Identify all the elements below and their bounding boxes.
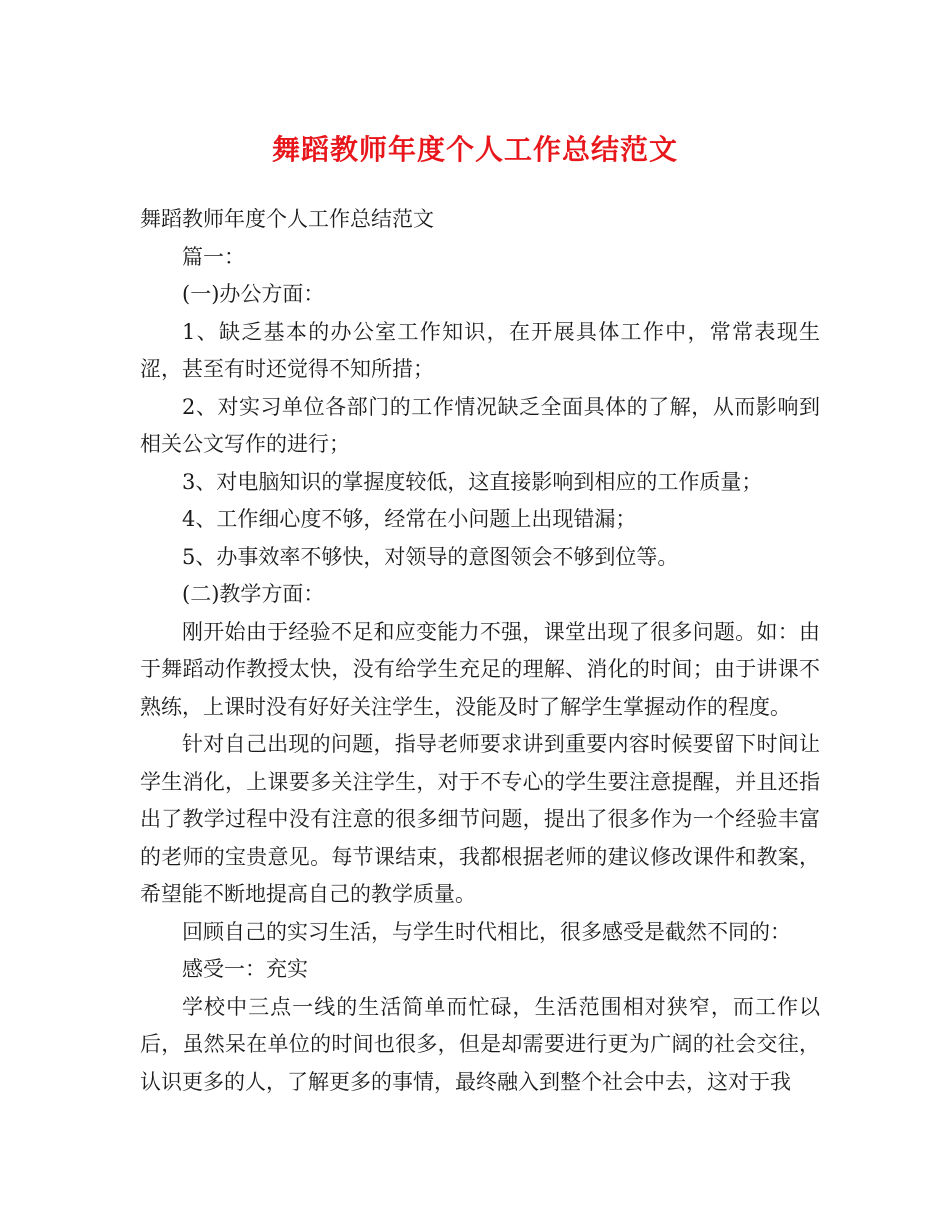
document-body bbox=[140, 201, 820, 1101]
paragraph: 3、对电脑知识的掌握度较低，这直接影响到相应的工作质量； bbox=[182, 469, 763, 494]
document-title: 舞蹈教师年度个人工作总结范文 bbox=[271, 133, 678, 166]
section-heading: (一)办公方面： bbox=[182, 282, 325, 306]
paragraph: 针对自己出现的问题，指导老师要求讲到重要内容时候要留下时间让学生消化，上课要多关注学生，对于不专心的学生要注意提醒，并且还指出了教学过程中没有注意的很多细节问题，提出了很多作为一个经验丰富的老师的宝贵意见。每节课结束，我都根据老师的建议修改课件和教案，希望能不断地提高自己的教学质量。 bbox=[140, 732, 820, 906]
paragraph: 回顾自己的实习生活，与学生时代相比，很多感受是截然不同的： bbox=[182, 919, 791, 944]
paragraph: 5、办事效率不够快，对领导的意图领会不够到位等。 bbox=[182, 544, 679, 569]
section-heading: 感受一：充实 bbox=[182, 957, 308, 981]
section-heading: (二)教学方面： bbox=[182, 582, 325, 606]
paragraph: 1、缺乏基本的办公室工作知识，在开展具体工作中，常常表现生涩，甚至有时还觉得不知所措； bbox=[140, 319, 820, 381]
paragraph: 刚开始由于经验不足和应变能力不强，课堂出现了很多问题。如：由于舞蹈动作教授太快，没有给学生充足的理解、消化的时间；由于讲课不熟练，上课时没有好好关注学生，没能及时了解学生掌握动作的程度。 bbox=[140, 619, 820, 719]
paragraph: 学校中三点一线的生活简单而忙碌，生活范围相对狭窄，而工作以后，虽然呆在单位的时间也很多，但是却需要进行更为广阔的社会交往，认识更多的人，了解更多的事情，最终融入到整个社会中去，这对于我 bbox=[140, 994, 820, 1094]
paragraph: 篇一： bbox=[182, 244, 245, 269]
paragraph: 4、工作细心度不够，经常在小问题上出现错漏； bbox=[182, 507, 637, 531]
paragraph: 2、对实习单位各部门的工作情况缺乏全面具体的了解，从而影响到相关公文写作的进行； bbox=[140, 394, 820, 456]
body-heading: 舞蹈教师年度个人工作总结范文 bbox=[140, 207, 434, 231]
